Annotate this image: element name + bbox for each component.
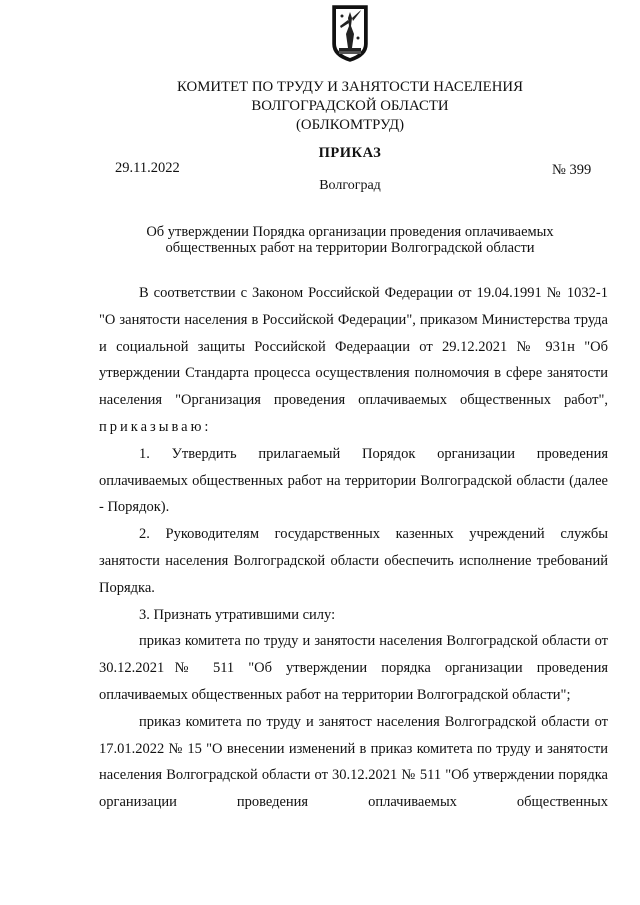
preamble-paragraph bbox=[99, 280, 608, 441]
subject-line1: Об утверждении Порядка организации проведения оплачиваемых bbox=[146, 224, 554, 240]
item-3b: приказ комитета по труду и занятост населения Волгоградской области от 17.01.2022 № 15 "О внесении изменений в приказ комитета по труду и занятости населения Волгоградской области от 30.12.2021 № 511 "Об утверждении порядка организации проведения оплачиваемых общественных bbox=[99, 713, 608, 811]
order-subject bbox=[100, 224, 600, 256]
item-1: 1. Утвердить прилагаемый Порядок организации проведения оплачиваемых общественных работ на территории Волгоградской области (далее - Порядок). bbox=[99, 445, 608, 516]
subject-line2: общественных работ на территории Волгоградской области bbox=[165, 240, 535, 256]
order-body bbox=[99, 280, 608, 816]
item-3a: приказ комитета по труду и занятости населения Волгоградской области от 30.12.2021№ 511 "Об утверждении порядка организации проведения оплачиваемых общественных работ на территории Волгоградской области"; bbox=[99, 633, 608, 703]
preamble-text: В соответствии с Законом Российской Федерации от 19.04.1991 № 1032-1 "О занятости населения в Российской Федерации", приказом Министерства труда и социальной защиты Российской Федераации от 29.12.2021 № 931н "Об утверждении Стандарта процесса осуществления полномочия в сфере занятости населения "Организация проведения оплачиваемых общественных работ", bbox=[99, 285, 608, 409]
org-name-line1: КОМИТЕТ ПО ТРУДУ И ЗАНЯТОСТИ НАСЕЛЕНИЯ bbox=[177, 79, 523, 95]
preamble-spaced-word: приказываю: bbox=[99, 418, 212, 435]
order-city: Волгоград bbox=[319, 178, 381, 193]
order-title: ПРИКАЗ bbox=[318, 145, 382, 161]
org-name-line2: ВОЛГОГРАДСКОЙ ОБЛАСТИ bbox=[251, 98, 449, 114]
volgograd-coat-of-arms-icon bbox=[330, 4, 370, 62]
org-name-line3: (ОБЛКОМТРУД) bbox=[295, 117, 405, 133]
order-date: 29.11.2022 bbox=[115, 160, 180, 176]
item-2: 2. Руководителям государственных казенных учреждений службы занятости населения Волгоградской области обеспечить исполнение требований Порядка. bbox=[99, 526, 608, 596]
order-number: № 399 bbox=[552, 162, 592, 178]
item-3: 3. Признать утратившими силу: bbox=[139, 606, 336, 623]
organization-header bbox=[150, 78, 550, 135]
